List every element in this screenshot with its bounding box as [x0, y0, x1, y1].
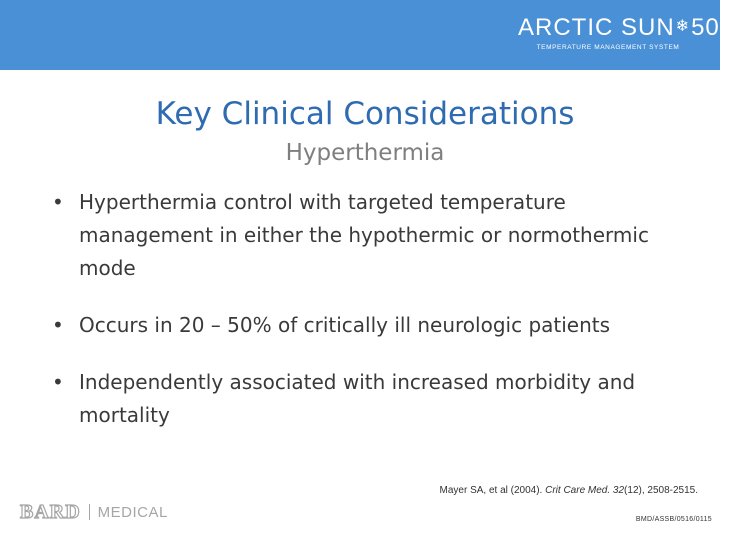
citation-prefix: Mayer SA, et al (2004). — [439, 485, 546, 496]
bullet-icon: • — [52, 190, 64, 214]
bullet-icon: • — [52, 313, 64, 337]
bullet-item — [52, 186, 692, 285]
document-code: BMD/ASSB/0516/0115 — [635, 516, 712, 523]
slide-title: Key Clinical Considerations — [155, 96, 575, 132]
citation — [440, 485, 698, 496]
bullet-text: Hyperthermia control with targeted temperature management in either the hypothermic or normothermic mode — [79, 190, 649, 280]
brand-tagline: TEMPERATURE MANAGEMENT SYSTEM — [536, 44, 680, 51]
citation-journal: Crit Care Med. 32 — [545, 485, 625, 496]
brand-name-part1: ARCTIC SUN — [518, 14, 675, 41]
header-band — [0, 0, 748, 70]
medical-wordmark: MEDICAL — [97, 503, 168, 521]
arctic-sun-logo — [518, 14, 748, 51]
brand-name-part2: 5000 — [691, 14, 748, 41]
bard-wordmark: BARD — [20, 500, 81, 523]
bard-medical-logo — [20, 501, 168, 523]
bullet-icon: • — [52, 370, 64, 394]
bullet-list — [52, 186, 692, 456]
snowflake-icon: ❄ — [675, 18, 691, 35]
brand-name — [518, 14, 748, 41]
slide-subtitle: Hyperthermia — [285, 140, 445, 166]
bullet-text: Independently associated with increased morbidity and mortality — [79, 370, 636, 427]
bullet-item — [52, 309, 692, 342]
logo-divider — [89, 504, 90, 520]
bullet-item — [52, 366, 692, 432]
citation-suffix: (12), 2508-2515. — [624, 485, 698, 496]
bullet-text: Occurs in 20 – 50% of critically ill neurologic patients — [79, 313, 611, 337]
